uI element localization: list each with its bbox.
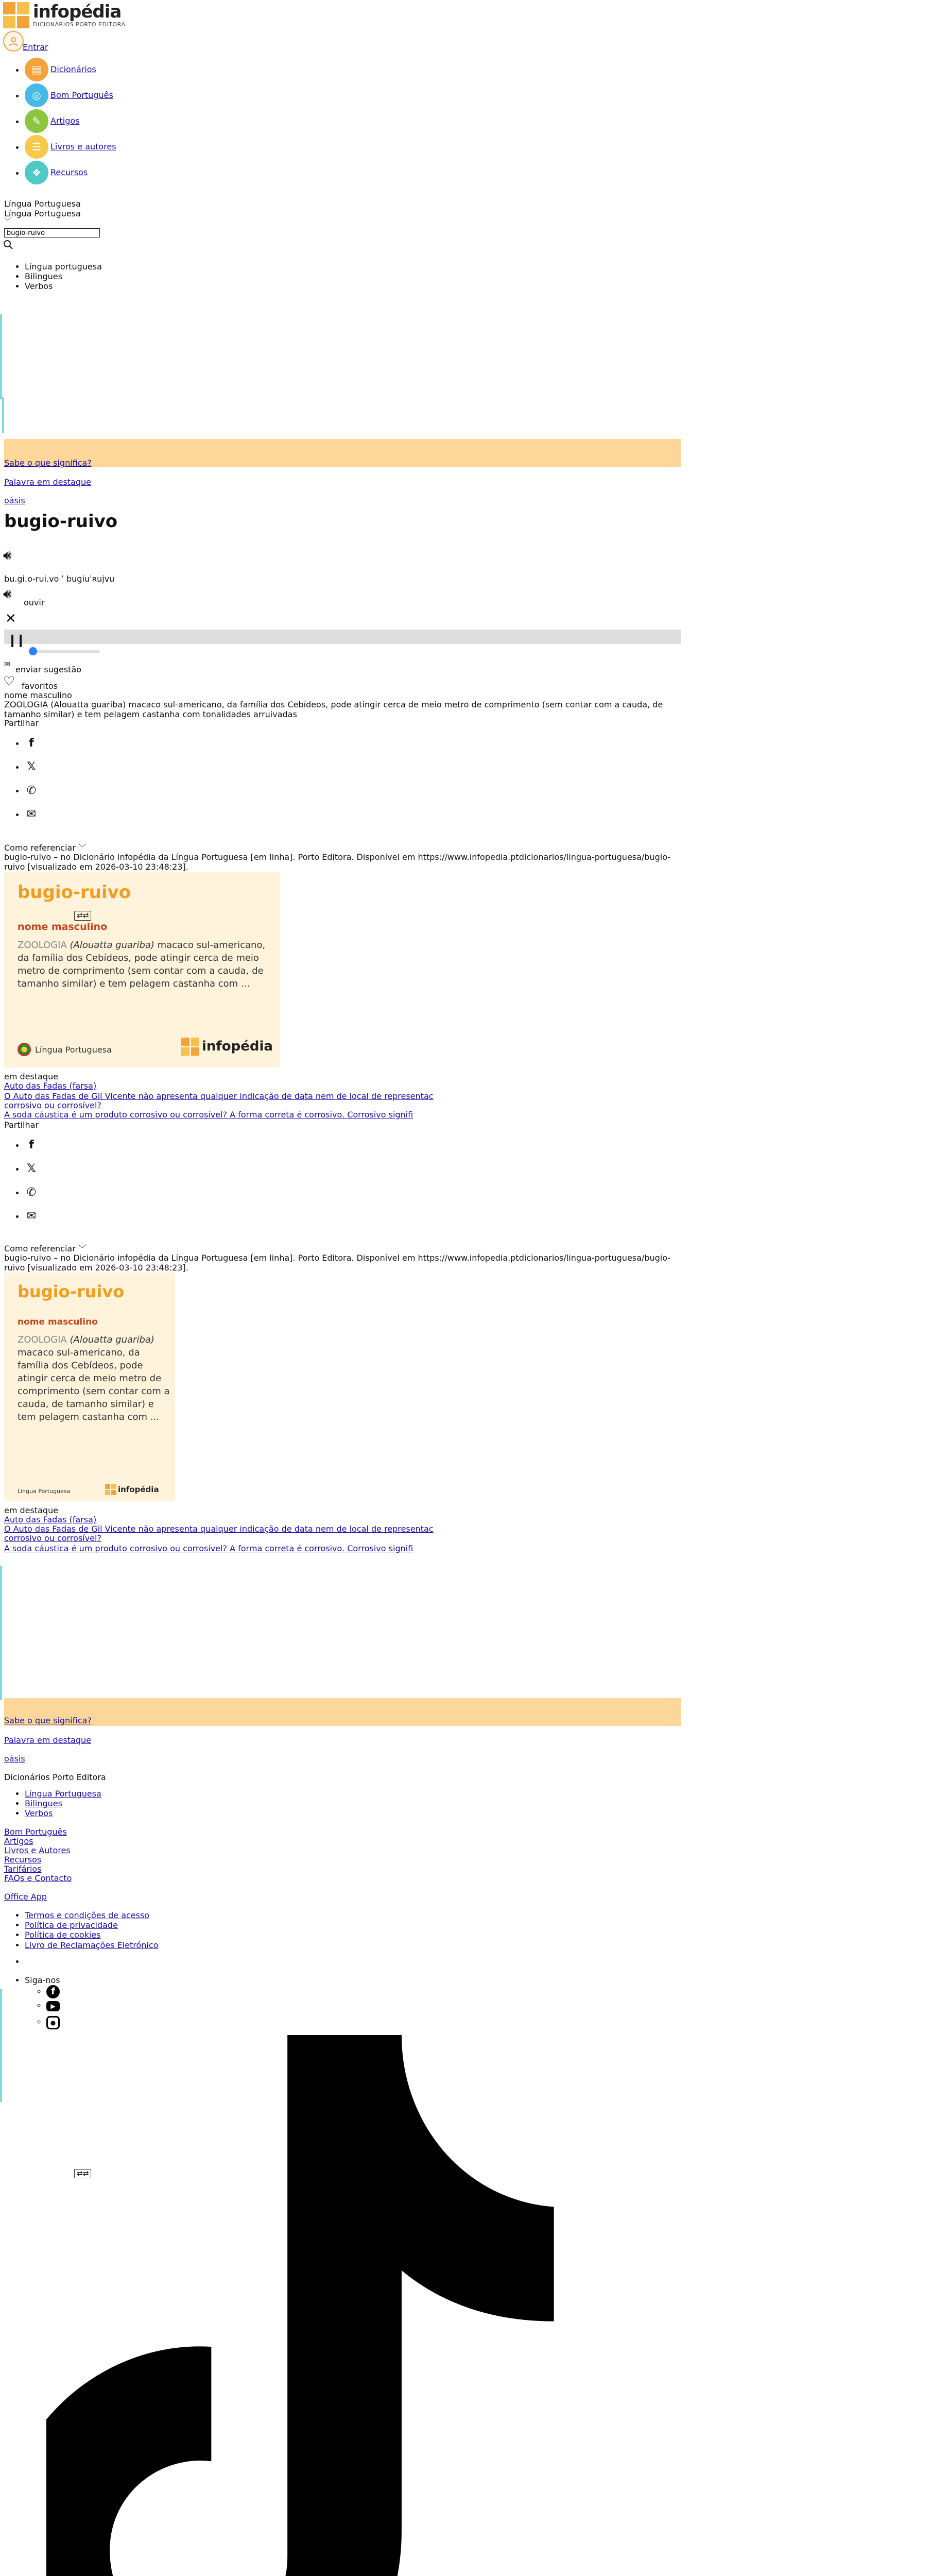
audio-slider-thumb[interactable]: [29, 647, 37, 655]
option-verbos[interactable]: • Verbos: [25, 281, 102, 291]
menu-item-recursos[interactable]: [25, 161, 116, 187]
card-headword: bugio-ruivo: [18, 1282, 125, 1301]
highlight-link[interactable]: A soda cáustica é um produto corrosivo ou corrosível? A forma correta é corrosivo. Corrosivo signifi: [4, 1544, 413, 1553]
portugal-flag-icon: [18, 1043, 31, 1056]
youtube-icon[interactable]: ▶: [46, 2001, 60, 2011]
facebook-icon[interactable]: f: [46, 1985, 60, 1998]
chevron-down-icon[interactable]: ﹀: [4, 217, 11, 226]
site-logo[interactable]: [3, 2, 125, 29]
card-brand: infopédia: [202, 1039, 273, 1055]
user-icon[interactable]: [3, 31, 24, 52]
footer-empty-list: [0, 1957, 25, 1967]
brand-name: infopédia: [33, 2, 122, 23]
legal-link[interactable]: Política de privacidade: [25, 1920, 118, 1930]
legal-links: [0, 1910, 158, 1950]
share-label: Partilhar: [4, 1120, 39, 1130]
globe-icon: • ◎: [25, 83, 48, 107]
card-headword: bugio-ruivo: [18, 882, 131, 903]
logo-mark-icon: [105, 1484, 116, 1495]
share-list: [0, 1139, 38, 1233]
dictionary-selector-label[interactable]: Língua Portuguesa: [4, 199, 81, 209]
definition: ZOOLOGIA (Alouatta guariba) macaco sul-americano, da família dos Cebídeos, pode atingir cerca de meio metro de comprimento (sem contar com a cauda, de tamanho similar) e tem pelagem castanha com tonalidades arruivadas: [4, 700, 663, 720]
small-badge: ⇄⇄: [74, 2169, 91, 2178]
dictionary-selector-value[interactable]: Língua Portuguesa: [4, 209, 81, 218]
email-icon[interactable]: ✉: [26, 807, 37, 821]
logo-mark-icon: [3, 2, 30, 29]
speaker-icon[interactable]: 🔊︎: [3, 586, 12, 602]
share-card: [4, 872, 280, 1067]
card-definition: macaco sul-americano, da família dos Cebídeos, pode atingir cerca de meio metro de comprimento (sem contar com a cauda, de tamanho similar) e tem pelagem castanha com ...: [18, 940, 266, 989]
card-language: Língua Portuguesa: [18, 1488, 71, 1495]
menu-label[interactable]: Bom Português: [50, 90, 113, 100]
highlights-label: em destaque: [4, 1072, 59, 1081]
menu-item-artigos[interactable]: [25, 109, 116, 135]
card-language: Língua Portuguesa: [35, 1045, 112, 1055]
menu-item-livros[interactable]: [25, 135, 116, 161]
option-bilingues[interactable]: • Bilingues: [25, 272, 102, 281]
highlight-link[interactable]: Auto das Fadas (farsa): [4, 1515, 97, 1524]
listen-label[interactable]: ouvir: [24, 598, 45, 607]
card-pos: nome masculino: [18, 1317, 98, 1327]
menu-item-dicionarios[interactable]: [25, 58, 116, 83]
promo-banner: [4, 1698, 681, 1726]
audio-player-bar: [4, 630, 681, 644]
follow-label: Siga-nos: [25, 1975, 60, 1985]
x-icon[interactable]: 𝕏: [27, 1162, 36, 1175]
footer-dict-link[interactable]: Língua Portuguesa: [25, 1789, 101, 1799]
card-logo: [181, 1038, 273, 1056]
decorative-strip: [0, 1989, 2, 2102]
resources-icon: • ❖: [25, 161, 48, 184]
x-icon[interactable]: 𝕏: [27, 760, 36, 773]
headword: bugio-ruivo: [4, 511, 118, 532]
footer-dictionaries: [0, 1789, 101, 1819]
login-link[interactable]: Entrar: [23, 42, 48, 52]
facebook-icon[interactable]: f: [29, 736, 34, 750]
chevron-down-icon: ﹀: [78, 1244, 87, 1253]
footer-link[interactable]: Recursos: [4, 1855, 42, 1865]
highlight-link[interactable]: corrosivo ou corrosível?: [4, 1100, 101, 1110]
favorites-label[interactable]: favoritos: [22, 681, 58, 691]
part-of-speech: nome masculino: [4, 690, 72, 700]
decorative-strip: [2, 397, 4, 433]
phonetic-transcription: bu.gi.o-rui.vo ˈ buɡiuˈʀujvu: [4, 574, 115, 584]
card-pos: nome masculino: [18, 921, 108, 933]
promo-question-link[interactable]: Sabe o que significa?: [4, 1716, 92, 1725]
footer-link[interactable]: FAQs e Contacto: [4, 1873, 72, 1883]
reference-toggle[interactable]: [4, 1244, 87, 1253]
book-icon: • ▤: [25, 58, 48, 81]
highlight-word-link[interactable]: Palavra em destaque: [4, 477, 91, 487]
footer-dictionaries-title: Dicionários Porto Editora: [4, 1772, 106, 1782]
dictionary-options: [0, 262, 102, 292]
decorative-strip: [0, 314, 2, 399]
whatsapp-icon[interactable]: ✆: [26, 784, 37, 797]
legal-link[interactable]: Livro de Reclamações Eletrónico: [25, 1940, 159, 1950]
footer-link[interactable]: Tarifários: [4, 1864, 42, 1874]
tiktok-icon[interactable]: [46, 2035, 681, 2576]
highlight-link[interactable]: O Auto das Fadas de Gil Vicente não apresenta qualquer indicação de data nem de local de representac: [4, 1091, 434, 1101]
card-domain: ZOOLOGIA: [18, 940, 67, 951]
next-word-link[interactable]: oásis: [4, 1754, 25, 1764]
promo-question-link[interactable]: Sabe o que significa?: [4, 458, 92, 468]
footer-dict-link[interactable]: Verbos: [25, 1808, 53, 1819]
suggest-icon[interactable]: ✉: [4, 660, 10, 669]
decorative-strip: [0, 1566, 2, 1700]
menu-label[interactable]: Dicionários: [50, 64, 96, 75]
menu-label[interactable]: Recursos: [50, 167, 88, 178]
reference-label: Como referenciar: [4, 843, 76, 853]
footer-link[interactable]: Artigos: [4, 1836, 33, 1846]
books-icon: • ☰: [25, 135, 48, 159]
share-card-compact: [4, 1273, 175, 1501]
menu-label[interactable]: Artigos: [50, 116, 80, 126]
reference-text: bugio-ruivo – no Dicionário infopédia da Língua Portuguesa [em linha]. Porto Editora. Disponível em https://www.infopedia.ptdicionarios/lingua-portuguesa/bugio-ruivo [visualizado em 2026-03-10 23:48:23].: [4, 1253, 671, 1273]
highlight-word-link[interactable]: Palavra em destaque: [4, 1735, 91, 1745]
card-species: (Alouatta guariba): [70, 1334, 154, 1345]
reference-label: Como referenciar: [4, 1244, 76, 1253]
syllable-badge: ⇄⇄: [74, 911, 91, 921]
search-input[interactable]: [4, 228, 100, 238]
chevron-down-icon: ﹀: [78, 843, 87, 853]
logo-mark-icon: [181, 1038, 200, 1056]
search-icon[interactable]: [3, 240, 13, 252]
legal-link[interactable]: Termos e condições de acesso: [25, 1910, 150, 1920]
share-list: [0, 737, 38, 832]
email-icon[interactable]: ✉: [26, 1209, 37, 1223]
highlight-link[interactable]: O Auto das Fadas de Gil Vicente não apresenta qualquer indicação de data nem de local de representac: [4, 1524, 434, 1534]
facebook-icon[interactable]: f: [29, 1138, 34, 1151]
footer-link[interactable]: Livros e Autores: [4, 1845, 71, 1855]
card-domain: ZOOLOGIA: [18, 1334, 67, 1345]
reference-toggle[interactable]: [4, 843, 87, 853]
main-menu: [0, 58, 116, 187]
pause-icon[interactable]: ❙❙: [7, 633, 24, 647]
highlight-link[interactable]: corrosivo ou corrosível?: [4, 1533, 101, 1543]
card-definition: macaco sul-americano, da família dos Cebídeos, pode atingir cerca de meio metro de comprimento (sem contar com a cauda, de tamanho similar) e tem pelagem castanha com ...: [18, 1347, 170, 1422]
card-brand: infopédia: [118, 1485, 159, 1494]
highlight-link[interactable]: Auto das Fadas (farsa): [4, 1081, 97, 1091]
legal-link[interactable]: Política de cookies: [25, 1930, 101, 1940]
share-label: Partilhar: [4, 718, 39, 728]
instagram-icon[interactable]: ●: [46, 2016, 60, 2029]
promo-banner: [4, 439, 681, 467]
heart-icon[interactable]: ♡: [3, 674, 15, 689]
social-follow: [0, 1975, 60, 2031]
next-word-link[interactable]: oásis: [4, 496, 25, 505]
option-lingua-portuguesa[interactable]: • Língua portuguesa: [25, 262, 102, 272]
suggest-link[interactable]: enviar sugestão: [15, 665, 82, 674]
audio-slider[interactable]: [29, 650, 100, 653]
menu-item-bom-portugues[interactable]: [25, 83, 116, 109]
highlights-label: em destaque: [4, 1505, 59, 1515]
footer-dict-link[interactable]: Bilingues: [25, 1799, 62, 1809]
card-species: (Alouatta guariba): [70, 940, 154, 951]
menu-label[interactable]: Livros e autores: [50, 142, 116, 152]
article-icon: • ✎: [25, 109, 48, 133]
whatsapp-icon[interactable]: ✆: [26, 1185, 37, 1199]
brand-subtitle: DICIONÁRIOS PORTO EDITORA: [33, 21, 126, 28]
card-logo: [105, 1484, 159, 1495]
office-app-link[interactable]: Office App: [4, 1892, 47, 1902]
highlight-link[interactable]: A soda cáustica é um produto corrosivo ou corrosível? A forma correta é corrosivo. Corrosivo signifi: [4, 1110, 413, 1120]
reference-text: bugio-ruivo – no Dicionário infopédia da Língua Portuguesa [em linha]. Porto Editora. Disponível em https://www.infopedia.ptdicionarios/lingua-portuguesa/bugio-ruivo [visualizado em 2026-03-10 23:48:23].: [4, 852, 671, 872]
close-icon[interactable]: ✕: [5, 611, 16, 626]
speaker-icon[interactable]: 🔊︎: [3, 548, 12, 563]
footer-link[interactable]: Bom Português: [4, 1827, 67, 1837]
